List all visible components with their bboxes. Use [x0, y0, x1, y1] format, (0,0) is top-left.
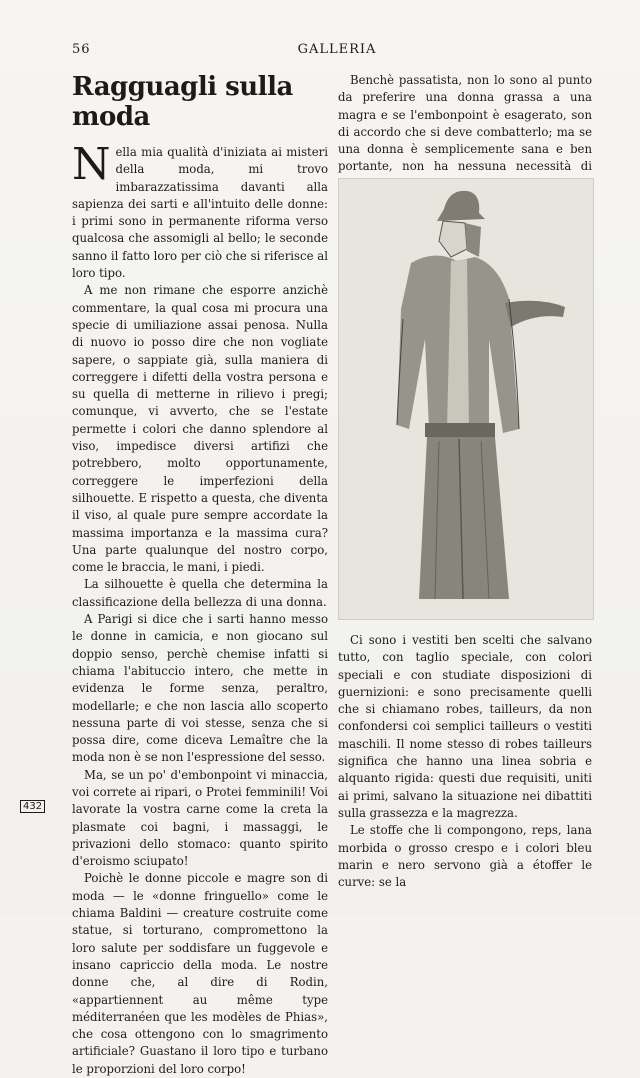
right-column-top — [338, 72, 592, 193]
paragraph-3: La silhouette è quella che determina la classificazione della bellezza di una donna. — [72, 577, 328, 609]
paragraph-7: Benchè passatista, non lo sono al punto da preferire una donna grassa a una magra e se l'embonpoint è esagerato, son di accordo che si deve combatterlo; ma se una donna è semplicemente sana e ben portante, non ha nessuna necessità di — [338, 73, 592, 174]
paragraph-9: Le stoffe che li compongono, reps, lana morbida o grosso crespo e i colori bleu marin e nero servono già a étoffer le curve: se la — [338, 823, 592, 890]
left-column — [72, 72, 328, 1078]
fashion-sketch-image — [339, 179, 593, 619]
article-title: Ragguagli sulla moda — [72, 72, 293, 132]
paragraph-1 — [72, 139, 328, 282]
running-title: GALLERIA — [297, 42, 377, 57]
paragraph-2: A me non rimane che esporre anzichè commentare, la qual cosa mi procura una specie di umiliazione assai penosa. Nulla di nuovo io posso dire che non vogliate sapere, o sappiate già, sulla maniera di correggere i difetti della vostra persona e su quella di metterne in rilievo i pregi; comunque, vi avverto, che se l'estate permette i colori che danno splendore al viso, impedisce diversi artifizi che potrebbero, molto opportunamente, correggere le imperfezioni della silhouette. E rispetto a questa, che diventa il viso, al quale pure sempre accordate la massima importanza e la massima cura? Una parte qualunque del nostro corpo, come le braccia, le mani, i piedi. — [72, 283, 328, 575]
page-number: 56 — [72, 42, 91, 57]
fashion-illustration — [338, 178, 594, 620]
folio-number: 432 — [20, 800, 45, 813]
drop-cap: N — [72, 139, 111, 190]
paragraph-8: Ci sono i vestiti ben scelti che salvano tutto, con taglio speciale, con colori speciali e con studiate disposizioni di guernizioni: e sono precisamente quelli che si chiamano robes, tailleurs, da non confondersi coi semplici tailleurs o vestiti maschili. Il nome stesso di robes tailleurs significa che hanno una linea sobria e alquanto rigida: questi due requisiti, uniti ai primi, salvano la situazione nei dibattiti sulla grassezza e la magrezza. — [338, 633, 592, 820]
paragraph-5: Ma, se un po' d'embonpoint vi minaccia, voi correte ai ripari, o Protei femminili! Voi lavorate la vostra carne come la creta la plasmate coi bagni, i massaggi, le privazioni dello stomaco: quanto spirito d'eroismo sciupato! — [72, 767, 328, 869]
paragraph-4: A Parigi si dice che i sarti hanno messo le donne in camicia, e non giocano sul doppio senso, perchè chemise infatti si chiama l'abituccio intero, che mette in evidenza le forme senza, peraltro, modellarle; e che non lascia allo scoperto nessuna parte di voi stesse, senza che si possa dire, come diceva Lemaître che la moda non è se non l'espressione del sesso. — [72, 612, 328, 765]
paragraph-6: Poichè le donne piccole e magre son di moda — le «donne fringuello» come le chiama Baldini — creature costruite come statue, si torturano, compromettono la loro salute per soddisfare un fuggevole e insano capriccio della moda. Le nostre donne che, al dire di Rodin, «appartiennent au même type méditerranéen que les modèles de Phias», che cosa ottengono con lo smagrimento artificiale? Guastano il loro tipo e turbano le proporzioni del loro corpo! — [72, 871, 328, 1076]
paragraph-1-text: ella mia qualità d'iniziata ai misteri della moda, mi trovo imbarazzatissima davanti alla sapienza dei sarti e all'intuito delle donne: i primi sono in permanente riforma verso qualcosa che assomigli al bello; le seconde sanno il fatto loro per ciò che si riferisce al loro tipo. — [72, 145, 328, 281]
right-column-bottom — [338, 632, 592, 891]
